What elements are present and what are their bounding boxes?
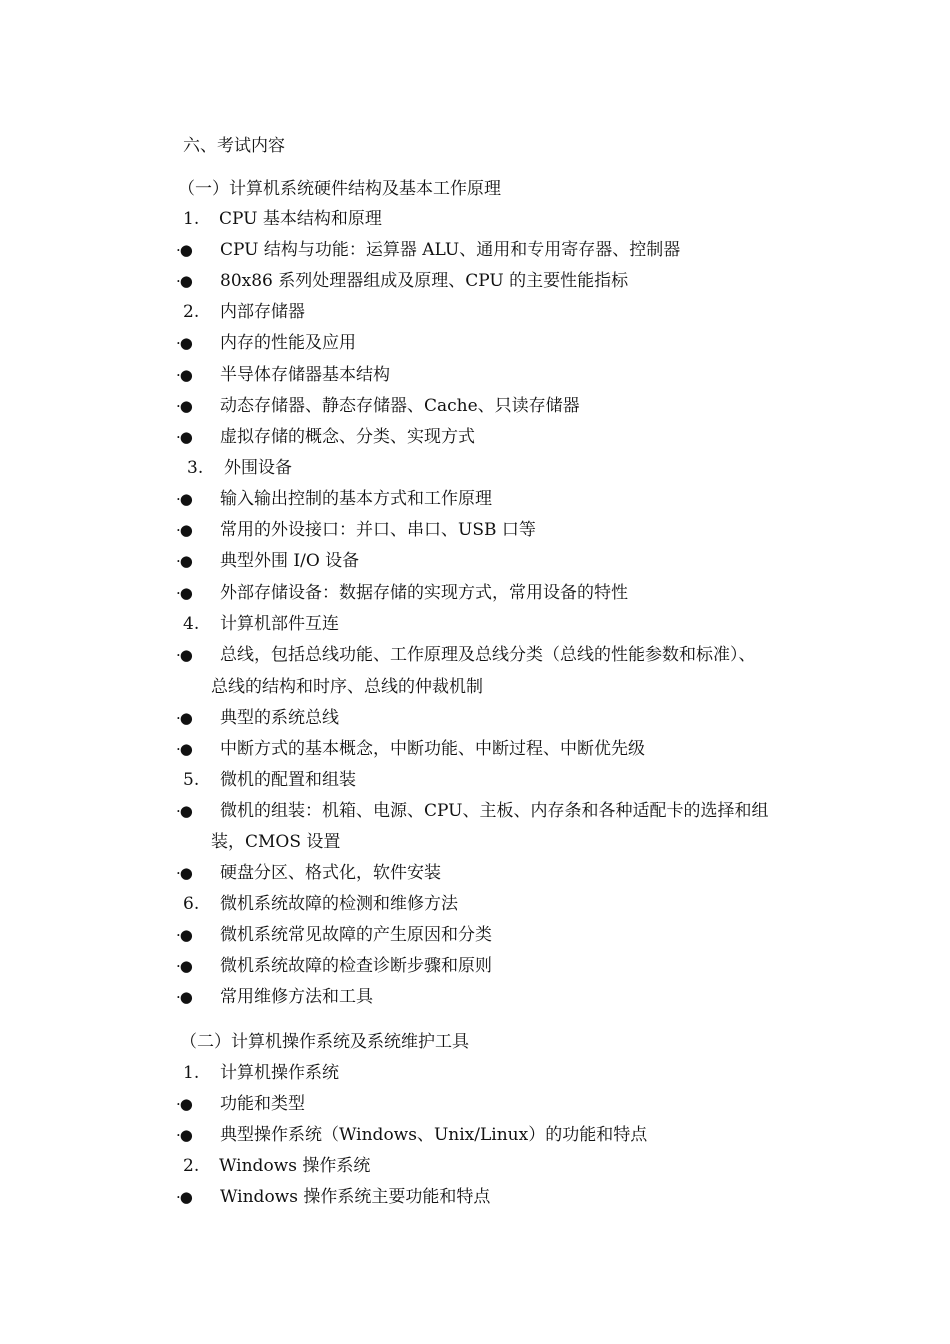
item-number: 5. — [183, 770, 200, 790]
item-text: 硬盘分区、格式化，软件安装 — [220, 863, 441, 883]
item-number: 1. — [183, 209, 200, 229]
item-number: 2. — [183, 1156, 200, 1176]
bullet-icon: ·● — [176, 334, 192, 352]
item-text: Windows 操作系统 — [219, 1156, 371, 1176]
bullet-icon: ·● — [176, 1188, 192, 1206]
bullet-icon: ·● — [176, 864, 192, 882]
item-text: 典型外围 I/O 设备 — [220, 551, 360, 571]
bullet-icon: ·● — [176, 272, 192, 290]
bullet-icon: ·● — [176, 366, 192, 384]
bullet-icon: ·● — [176, 428, 192, 446]
item-text: 典型操作系统（Windows、Unix/Linux）的功能和特点 — [220, 1125, 648, 1145]
bullet-icon: ·● — [176, 241, 192, 259]
item-text: 输入输出控制的基本方式和工作原理 — [220, 489, 492, 509]
bullet-icon: ·● — [176, 1095, 192, 1113]
bullet-icon: ·● — [176, 1126, 192, 1144]
item-text: 计算机操作系统 — [220, 1063, 339, 1083]
item-text: Windows 操作系统主要功能和特点 — [220, 1187, 491, 1207]
item-text: CPU 结构与功能：运算器 ALU、通用和专用寄存器、控制器 — [220, 240, 681, 260]
bullet-icon: ·● — [176, 957, 192, 975]
heading: 六、考试内容 — [183, 136, 285, 156]
item-number: 1. — [183, 1063, 200, 1083]
item-text: 总线，包括总线功能、工作原理及总线分类（总线的性能参数和标准）、 — [220, 645, 756, 665]
bullet-icon: ·● — [176, 490, 192, 508]
bullet-icon: ·● — [176, 397, 192, 415]
item-number: 3. — [187, 458, 204, 478]
bullet-icon: ·● — [176, 709, 192, 727]
item-text: 中断方式的基本概念，中断功能、中断过程、中断优先级 — [220, 739, 645, 759]
bullet-icon: ·● — [176, 521, 192, 539]
item-number: 4. — [183, 614, 200, 634]
item-text: 微机的配置和组装 — [220, 770, 356, 790]
item-number: 2. — [183, 302, 200, 322]
item-text: 典型的系统总线 — [220, 708, 339, 728]
bullet-icon: ·● — [176, 802, 192, 820]
item-text: 常用的外设接口：并口、串口、USB 口等 — [220, 520, 536, 540]
item-text: 80x86 系列处理器组成及原理、CPU 的主要性能指标 — [220, 271, 629, 291]
item-text: 微机的组装：机箱、电源、CPU、主板、内存条和各种适配卡的选择和组 — [220, 801, 769, 821]
bullet-icon: ·● — [176, 552, 192, 570]
item-text: 半导体存储器基本结构 — [220, 365, 390, 385]
section-2-title: （二）计算机操作系统及系统维护工具 — [180, 1032, 469, 1052]
item-text: 虚拟存储的概念、分类、实现方式 — [220, 427, 475, 447]
item-text: CPU 基本结构和原理 — [219, 209, 382, 229]
item-text: 微机系统故障的检查诊断步骤和原则 — [220, 956, 492, 976]
item-text-continuation: 装，CMOS 设置 — [211, 832, 341, 852]
bullet-icon: ·● — [176, 926, 192, 944]
bullet-icon: ·● — [176, 740, 192, 758]
item-text: 微机系统故障的检测和维修方法 — [220, 894, 458, 914]
item-text: 外部存储设备：数据存储的实现方式，常用设备的特性 — [220, 583, 628, 603]
bullet-icon: ·● — [176, 646, 192, 664]
bullet-icon: ·● — [176, 988, 192, 1006]
item-text: 外围设备 — [224, 458, 292, 478]
item-text-continuation: 总线的结构和时序、总线的仲裁机制 — [211, 677, 483, 697]
item-number: 6. — [183, 894, 200, 914]
item-text: 动态存储器、静态存储器、Cache、只读存储器 — [220, 396, 580, 416]
item-text: 内存的性能及应用 — [220, 333, 356, 353]
item-text: 内部存储器 — [220, 302, 305, 322]
bullet-icon: ·● — [176, 584, 192, 602]
item-text: 功能和类型 — [220, 1094, 305, 1114]
item-text: 常用维修方法和工具 — [220, 987, 373, 1007]
section-1-title: （一）计算机系统硬件结构及基本工作原理 — [178, 179, 501, 199]
item-text: 计算机部件互连 — [220, 614, 339, 634]
item-text: 微机系统常见故障的产生原因和分类 — [220, 925, 492, 945]
